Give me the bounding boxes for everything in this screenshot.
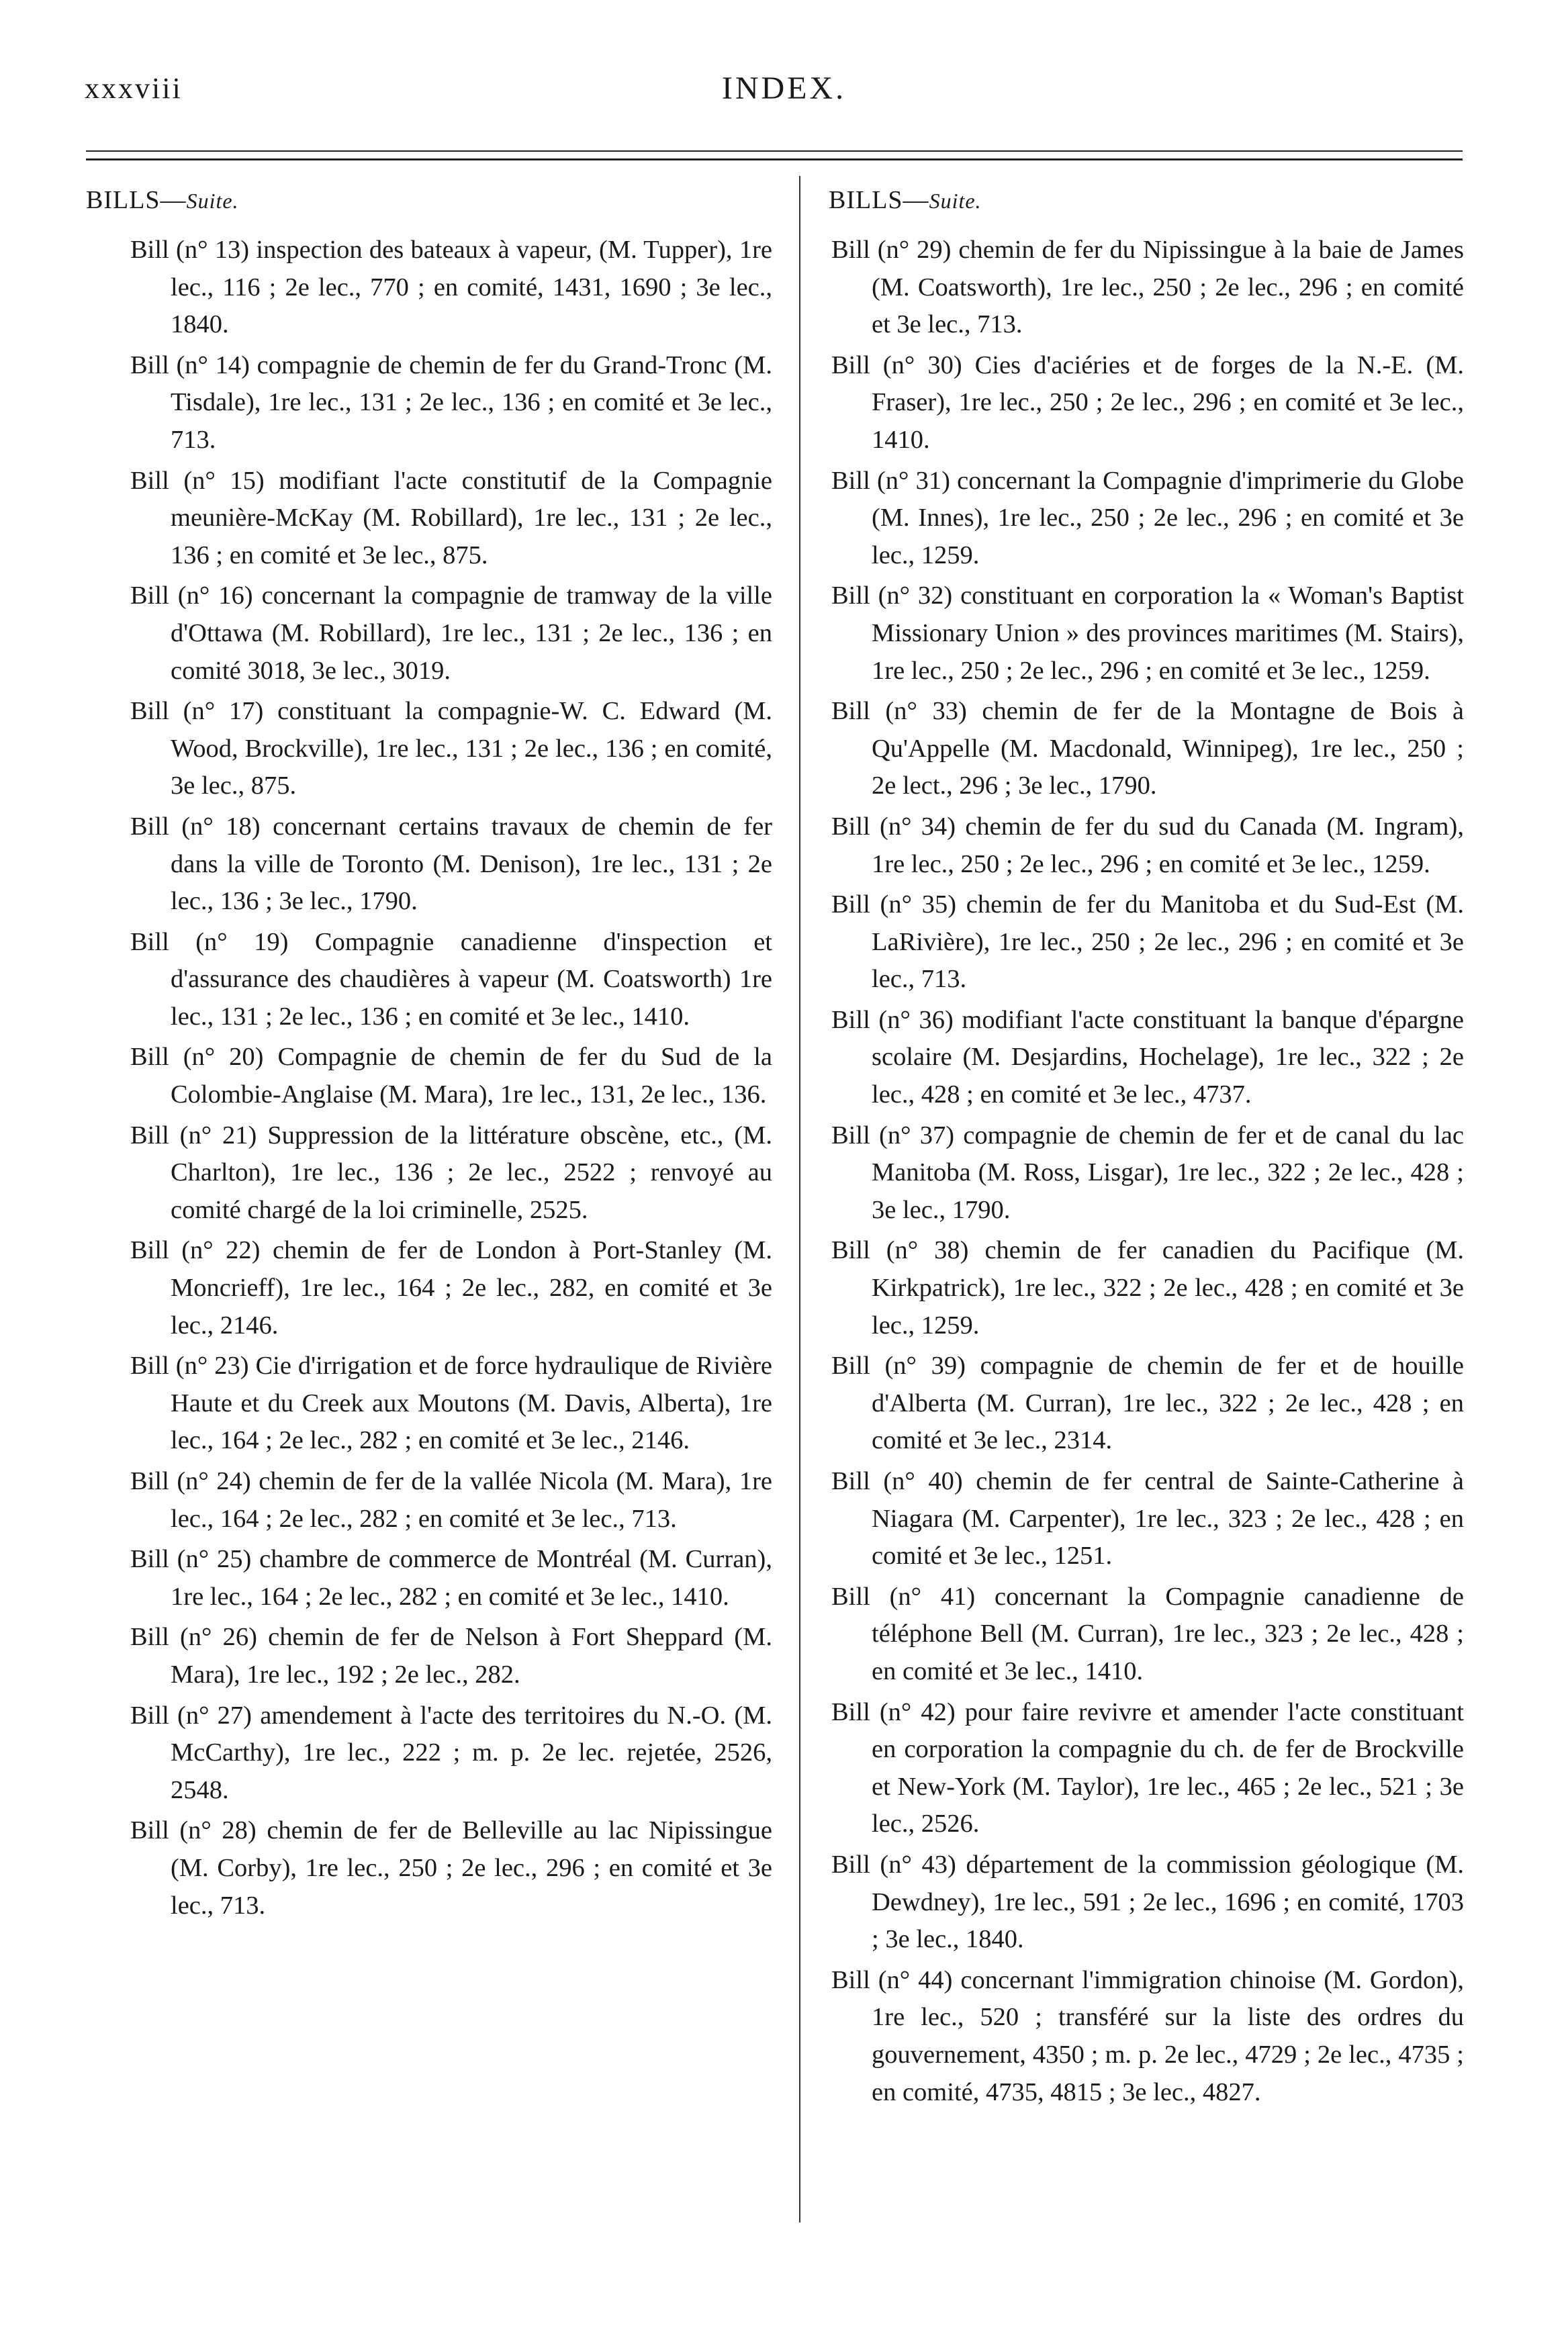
index-entry: Bill (n° 38) chemin de fer canadien du Pacifique (M. Kirkpatrick), 1re lec., 322 ; 2e lec., 428 ; en comité et 3e lec., 1259. [831, 1236, 1464, 1340]
index-entry: Bill (n° 33) chemin de fer de la Montagne de Bois à Qu'Appelle (M. Macdonald, Winnipeg), 1re lec., 250 ; 2e lect., 296 ; 3e lec., 1790. [831, 697, 1464, 800]
section-heading-main: BILLS— [829, 186, 929, 214]
index-entry: Bill (n° 23) Cie d'irrigation et de force hydraulique de Rivière Haute et du Creek aux Moutons (M. Davis, Alberta), 1re lec., 164 ; 2e lec., 282 ; en comité et 3e lec., 2146. [130, 1352, 772, 1455]
index-entry: Bill (n° 26) chemin de fer de Nelson à Fort Sheppard (M. Mara), 1re lec., 192 ; 2e lec., 282. [130, 1623, 772, 1689]
index-entry: Bill (n° 16) concernant la compagnie de tramway de la ville d'Ottawa (M. Robillard), 1re lec., 131 ; 2e lec., 136 ; en comité 3018, 3e lec., 3019. [130, 581, 772, 685]
index-entry: Bill (n° 27) amendement à l'acte des territoires du N.-O. (M. McCarthy), 1re lec., 222 ; m. p. 2e lec. rejetée, 2526, 2548. [130, 1701, 772, 1804]
page-number: xxxviii [85, 72, 183, 105]
page-title: INDEX. [721, 71, 847, 106]
index-entry: Bill (n° 29) chemin de fer du Nipissingue à la baie de James (M. Coatsworth), 1re lec., 250 ; 2e lec., 296 ; en comité et 3e lec., 713. [831, 236, 1464, 339]
index-entry: Bill (n° 24) chemin de fer de la vallée Nicola (M. Mara), 1re lec., 164 ; 2e lec., 282 ; en comité et 3e lec., 713. [130, 1467, 772, 1533]
header-rule-thin [86, 150, 1463, 152]
index-entry: Bill (n° 43) département de la commission géologique (M. Dewdney), 1re lec., 591 ; 2e lec., 1696 ; en comité, 1703 ; 3e lec., 1840. [831, 1850, 1464, 1954]
index-entry: Bill (n° 14) compagnie de chemin de fer du Grand-Tronc (M. Tisdale), 1re lec., 131 ; 2e lec., 136 ; en comité et 3e lec., 713. [130, 350, 772, 454]
index-entry: Bill (n° 19) Compagnie canadienne d'inspection et d'assurance des chaudières à vapeur (M. Coatsworth) 1re lec., 131 ; 2e lec., 136 ; en comité et 3e lec., 1410. [130, 927, 772, 1031]
index-entry: Bill (n° 34) chemin de fer du sud du Canada (M. Ingram), 1re lec., 250 ; 2e lec., 296 ; en comité et 3e lec., 1259. [831, 812, 1464, 878]
index-entry: Bill (n° 15) modifiant l'acte constitutif de la Compagnie meunière-McKay (M. Robillard), 1re lec., 131 ; 2e lec., 136 ; en comité et 3e lec., 875. [130, 466, 772, 569]
right-column [829, 181, 1464, 2114]
index-entry: Bill (n° 39) compagnie de chemin de fer et de houille d'Alberta (M. Curran), 1re lec., 322 ; 2e lec., 428 ; en comité et 3e lec., 2314. [831, 1352, 1464, 1455]
index-entry: Bill (n° 18) concernant certains travaux de chemin de fer dans la ville de Toronto (M. Denison), 1re lec., 131 ; 2e lec., 136 ; 3e lec., 1790. [130, 812, 772, 916]
section-heading-suite: Suite. [186, 189, 239, 213]
index-entry: Bill (n° 32) constituant en corporation la « Woman's Baptist Missionary Union » des provinces maritimes (M. Stairs), 1re lec., 250 ; 2e lec., 296 ; en comité et 3e lec., 1259. [831, 581, 1464, 685]
index-entry: Bill (n° 13) inspection des bateaux à vapeur, (M. Tupper), 1re lec., 116 ; 2e lec., 770 ; en comité, 1431, 1690 ; 3e lec., 1840. [130, 236, 772, 339]
section-heading-main: BILLS— [86, 186, 187, 214]
index-entry: Bill (n° 44) concernant l'immigration chinoise (M. Gordon), 1re lec., 520 ; transféré sur la liste des ordres du gouvernement, 4350 ; m. p. 2e lec., 4729 ; 2e lec., 4735 ; en comité, 4735, 4815 ; 3e lec., 4827. [831, 1965, 1464, 2106]
index-entry: Bill (n° 37) compagnie de chemin de fer et de canal du lac Manitoba (M. Ross, Lisgar), 1re lec., 322 ; 2e lec., 428 ; 3e lec., 1790. [831, 1121, 1464, 1224]
index-entry: Bill (n° 28) chemin de fer de Belleville au lac Nipissingue (M. Corby), 1re lec., 250 ; 2e lec., 296 ; en comité et 3e lec., 713. [130, 1816, 772, 1920]
index-entry: Bill (n° 36) modifiant l'acte constituant la banque d'épargne scolaire (M. Desjardins, Hochelage), 1re lec., 322 ; 2e lec., 428 ; en comité et 3e lec., 4737. [831, 1005, 1464, 1109]
index-entry: Bill (n° 21) Suppression de la littérature obscène, etc., (M. Charlton), 1re lec., 136 ; 2e lec., 2522 ; renvoyé au comité chargé de la loi criminelle, 2525. [130, 1121, 772, 1224]
section-heading [829, 181, 1464, 220]
section-heading-suite: Suite. [929, 189, 982, 213]
index-entry: Bill (n° 22) chemin de fer de London à Port-Stanley (M. Moncrieff), 1re lec., 164 ; 2e lec., 282, en comité et 3e lec., 2146. [130, 1236, 772, 1340]
index-entry: Bill (n° 31) concernant la Compagnie d'imprimerie du Globe (M. Innes), 1re lec., 250 ; 2e lec., 296 ; en comité et 3e lec., 1259. [831, 466, 1464, 569]
column-divider [799, 176, 800, 2223]
header-rule-thick [86, 158, 1463, 160]
index-entry: Bill (n° 20) Compagnie de chemin de fer du Sud de la Colombie-Anglaise (M. Mara), 1re lec., 131, 2e lec., 136. [130, 1043, 772, 1109]
index-entry: Bill (n° 42) pour faire revivre et amender l'acte constituant en corporation la compagnie du ch. de fer de Brockville et New-York (M. Taylor), 1re lec., 465 ; 2e lec., 521 ; 3e lec., 2526. [831, 1697, 1464, 1838]
index-entry: Bill (n° 40) chemin de fer central de Sainte-Catherine à Niagara (M. Carpenter), 1re lec., 323 ; 2e lec., 428 ; en comité et 3e lec., 1251. [831, 1467, 1464, 1571]
section-heading [86, 181, 772, 220]
index-entry: Bill (n° 41) concernant la Compagnie canadienne de téléphone Bell (M. Curran), 1re lec., 323 ; 2e lec., 428 ; en comité et 3e lec., 1410. [831, 1582, 1464, 1685]
index-entry: Bill (n° 30) Cies d'aciéries et de forges de la N.-E. (M. Fraser), 1re lec., 250 ; 2e lec., 296 ; en comité et 3e lec., 1410. [831, 350, 1464, 454]
left-column [86, 181, 772, 1928]
index-entry: Bill (n° 25) chambre de commerce de Montréal (M. Curran), 1re lec., 164 ; 2e lec., 282 ; en comité et 3e lec., 1410. [130, 1545, 772, 1611]
index-entry: Bill (n° 35) chemin de fer du Manitoba et du Sud-Est (M. LaRivière), 1re lec., 250 ; 2e lec., 296 ; en comité et 3e lec., 713. [831, 890, 1464, 994]
index-entry: Bill (n° 17) constituant la compagnie-W. C. Edward (M. Wood, Brockville), 1re lec., 131 ; 2e lec., 136 ; en comité, 3e lec., 875. [130, 697, 772, 800]
